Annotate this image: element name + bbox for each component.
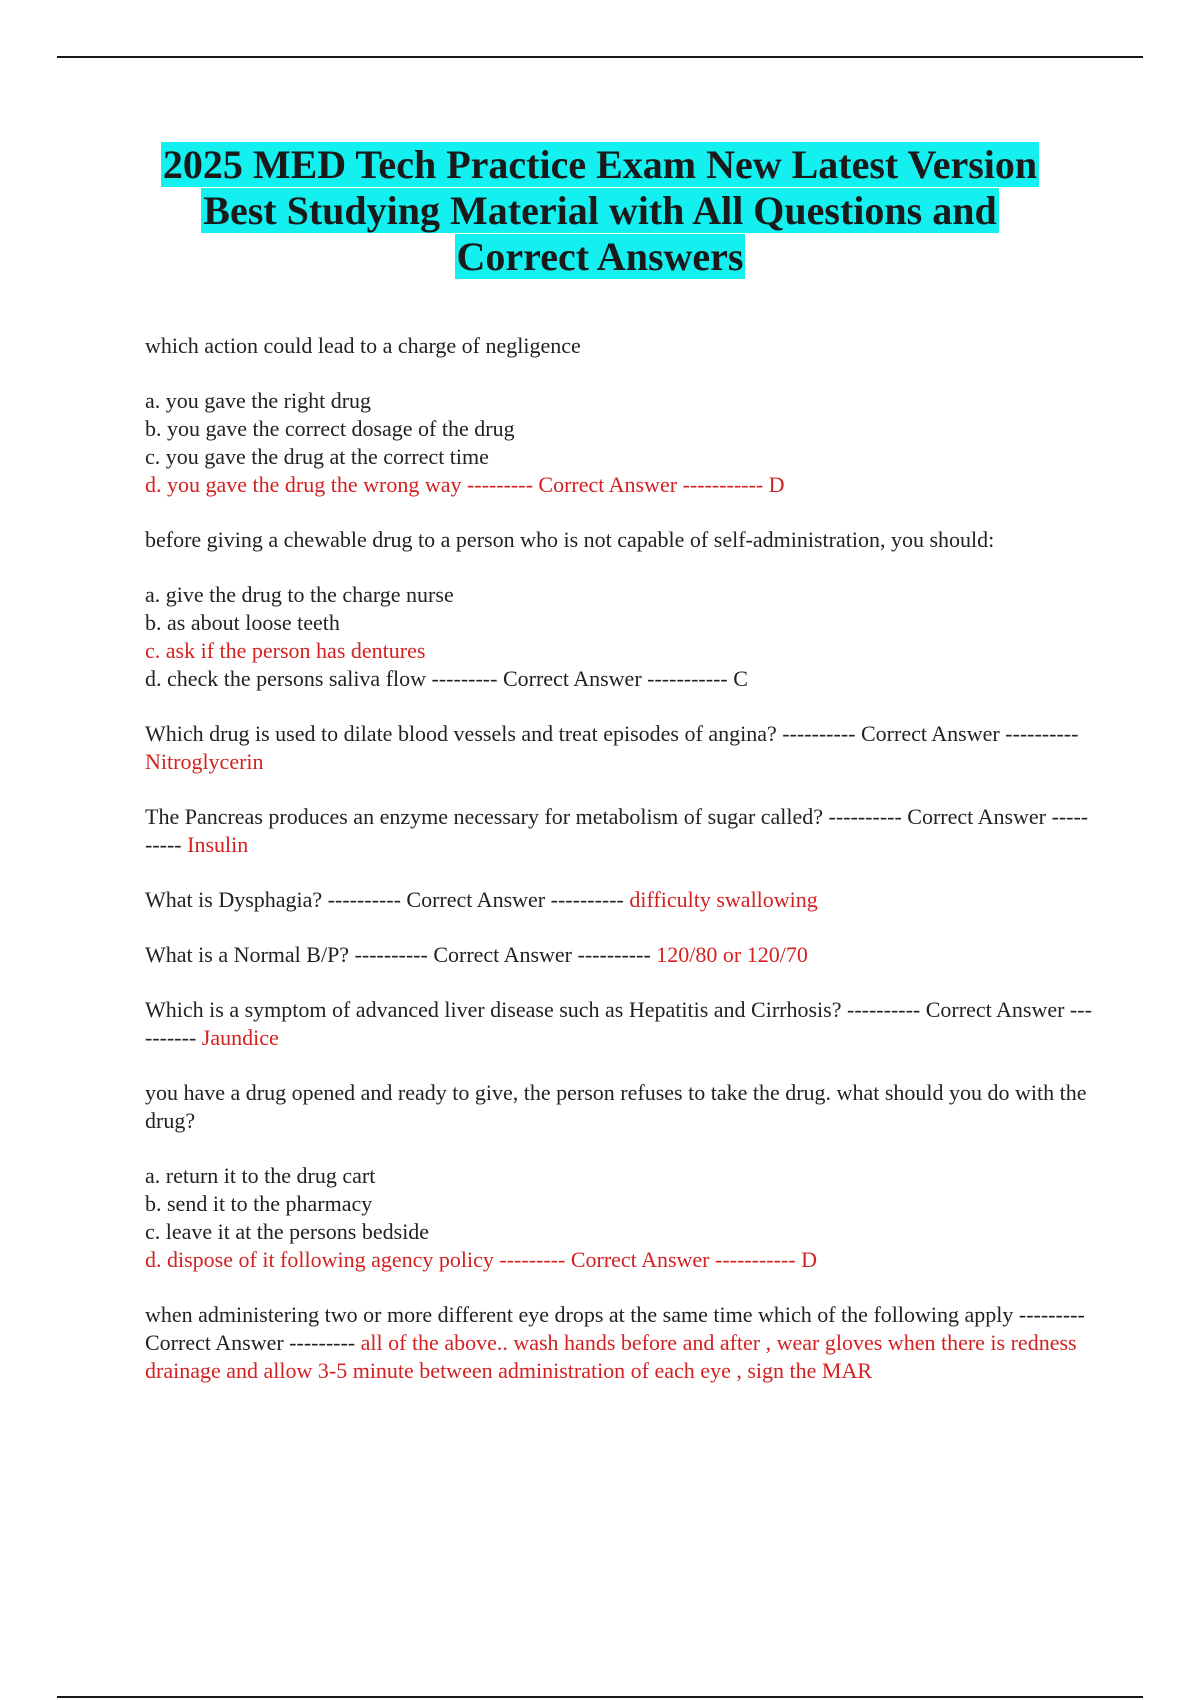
option-c-correct: c. ask if the person has dentures <box>145 638 426 663</box>
question-text: The Pancreas produces an enzyme necessary for metabolism of sugar called? ---------- Correct Answer ---------- <box>145 804 1089 857</box>
option-a: a. you gave the right drug <box>145 388 372 413</box>
question-8-options <box>145 1162 1095 1274</box>
option-d-correct: d. dispose of it following agency policy --------- Correct Answer ----------- D <box>145 1247 817 1272</box>
question-6 <box>145 941 1095 969</box>
question-2: before giving a chewable drug to a person who is not capable of self-administration, you should: <box>145 527 995 552</box>
question-7 <box>145 996 1095 1052</box>
option-b: b. you gave the correct dosage of the drug <box>145 416 515 441</box>
option-c: c. leave it at the persons bedside <box>145 1219 430 1244</box>
question-9 <box>145 1301 1095 1385</box>
option-a: a. give the drug to the charge nurse <box>145 582 454 607</box>
question-5 <box>145 886 1095 914</box>
option-a: a. return it to the drug cart <box>145 1163 376 1188</box>
header-rule <box>57 56 1143 58</box>
question-text: What is a Normal B/P? ---------- Correct Answer ---------- <box>145 942 657 967</box>
option-d-correct: d. you gave the drug the wrong way --------- Correct Answer ----------- D <box>145 472 785 497</box>
option-b: b. as about loose teeth <box>145 610 340 635</box>
question-list <box>145 332 1095 1412</box>
answer-text: Jaundice <box>201 1025 279 1050</box>
answer-text: Insulin <box>187 832 249 857</box>
question-text: What is Dysphagia? ---------- Correct Answer ---------- <box>145 887 630 912</box>
option-d: d. check the persons saliva flow --------- Correct Answer ----------- C <box>145 666 748 691</box>
question-4 <box>145 803 1095 859</box>
question-1: which action could lead to a charge of negligence <box>145 333 581 358</box>
question-3 <box>145 720 1095 776</box>
question-text: Which drug is used to dilate blood vessels and treat episodes of angina? ---------- Correct Answer ---------- <box>145 721 1079 746</box>
question-2-options <box>145 581 1095 693</box>
footer-rule <box>57 1696 1143 1698</box>
question-1-options <box>145 387 1095 499</box>
question-text: when administering two or more different eye drops at the same time which of the following apply --------- Correct Answer --------- <box>145 1302 1085 1355</box>
title-line-2: Best Studying Material with All Questions and <box>203 188 997 233</box>
question-text: Which is a symptom of advanced liver disease such as Hepatitis and Cirrhosis? ---------- Correct Answer ---------- <box>145 997 1092 1050</box>
title-line-3: Correct Answers <box>456 234 744 279</box>
answer-text: all of the above.. wash hands before and after , wear gloves when there is redness drainage and allow 3-5 minute between administration of each eye , sign the MAR <box>145 1330 1077 1383</box>
option-b: b. send it to the pharmacy <box>145 1191 373 1216</box>
answer-text: difficulty swallowing <box>629 887 818 912</box>
title-line-1: 2025 MED Tech Practice Exam New Latest Version <box>162 142 1038 187</box>
answer-text: 120/80 or 120/70 <box>656 942 808 967</box>
option-c: c. you gave the drug at the correct time <box>145 444 489 469</box>
page-title <box>100 142 1100 280</box>
answer-text: Nitroglycerin <box>145 749 264 774</box>
question-8: you have a drug opened and ready to give, the person refuses to take the drug. what should you do with the drug? <box>145 1080 1087 1133</box>
